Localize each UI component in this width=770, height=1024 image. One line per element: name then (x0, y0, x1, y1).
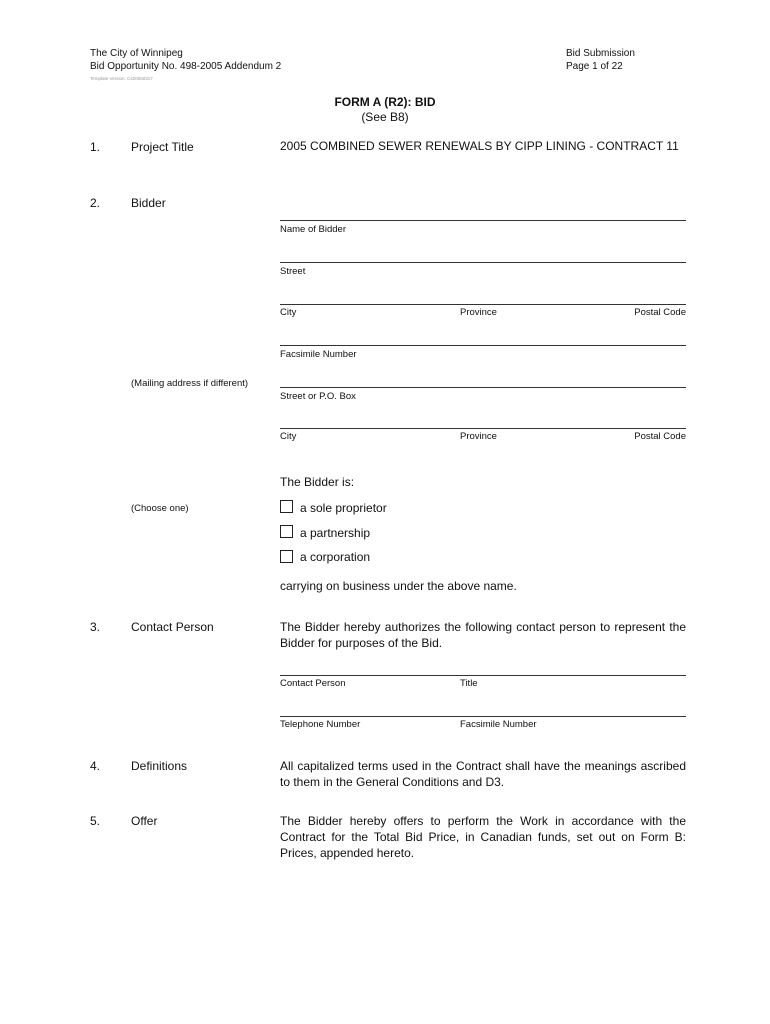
facsimile-line[interactable] (280, 345, 686, 346)
offer-text: The Bidder hereby offers to perform the Work in accordance with the Contract for the Total Bid Price, in Canadian funds, set out on Form B: Prices, appended hereto. (280, 814, 686, 860)
section-1-number: 1. (90, 140, 101, 154)
street-label: Street (280, 266, 306, 277)
bidder-name-line[interactable] (280, 220, 686, 221)
street-po-box-label: Street or P.O. Box (280, 391, 356, 402)
province-label: Province (460, 307, 497, 318)
section-4-label: Definitions (131, 759, 188, 773)
header-right (566, 47, 635, 73)
bid-submission: Bid Submission (566, 48, 635, 59)
section-3-label: Contact Person (131, 620, 214, 634)
mailing-street-line[interactable] (280, 387, 686, 388)
name-of-bidder-label: Name of Bidder (280, 224, 347, 235)
section-5-label: Offer (131, 814, 158, 828)
section-5-number: 5. (90, 814, 101, 828)
telephone-number-label: Telephone Number (280, 719, 361, 730)
province-label-2: Province (460, 431, 497, 442)
definitions-text: All capitalized terms used in the Contract shall have the meanings ascribed to them in the General Conditions and D3. (280, 759, 686, 789)
section-4-number: 4. (90, 759, 101, 773)
sole-proprietor-label: a sole proprietor (300, 501, 387, 515)
corporation-label: a corporation (300, 550, 371, 564)
header-left (90, 47, 281, 73)
city-label: City (280, 307, 297, 318)
page-number: Page 1 of 22 (566, 61, 623, 72)
contact-person-text: The Bidder hereby authorizes the following contact person to represent the Bidder for purposes of the Bid. (280, 620, 686, 650)
bid-opportunity: Bid Opportunity No. 498-2005 Addendum 2 (90, 61, 282, 72)
corporation-checkbox[interactable] (280, 550, 293, 563)
city-label-2: City (280, 431, 297, 442)
telephone-fax-line[interactable] (280, 716, 686, 717)
mailing-address-note: (Mailing address if different) (131, 378, 249, 389)
section-1-label: Project Title (131, 140, 194, 154)
postal-code-label-2: Postal Code (634, 431, 686, 442)
sole-proprietor-checkbox[interactable] (280, 500, 293, 513)
section-2-label: Bidder (131, 196, 166, 210)
city-name: The City of Winnipeg (90, 48, 183, 59)
postal-code-label: Postal Code (634, 307, 686, 318)
partnership-checkbox[interactable] (280, 525, 293, 538)
street-line[interactable] (280, 262, 686, 263)
carrying-on-business-text: carrying on business under the above name. (280, 579, 517, 593)
section-2-number: 2. (90, 196, 101, 210)
section-3-number: 3. (90, 620, 101, 634)
contact-facsimile-label: Facsimile Number (460, 719, 537, 730)
title-label: Title (460, 678, 478, 689)
city-province-postal-line[interactable] (280, 304, 686, 305)
form-subtitle: (See B8) (361, 110, 409, 124)
choose-one-note: (Choose one) (131, 503, 189, 514)
form-title: FORM A (R2): BID (334, 95, 436, 109)
mailing-city-line[interactable] (280, 428, 686, 429)
project-title-text: 2005 COMBINED SEWER RENEWALS BY CIPP LINING - CONTRACT 11 (280, 139, 679, 153)
contact-person-label: Contact Person (280, 678, 346, 689)
bidder-is-text: The Bidder is: (280, 475, 355, 489)
partnership-label: a partnership (300, 526, 371, 540)
contact-title-line[interactable] (280, 675, 686, 676)
facsimile-label: Facsimile Number (280, 349, 357, 360)
template-version: Template Version: C420050317 (90, 76, 153, 81)
